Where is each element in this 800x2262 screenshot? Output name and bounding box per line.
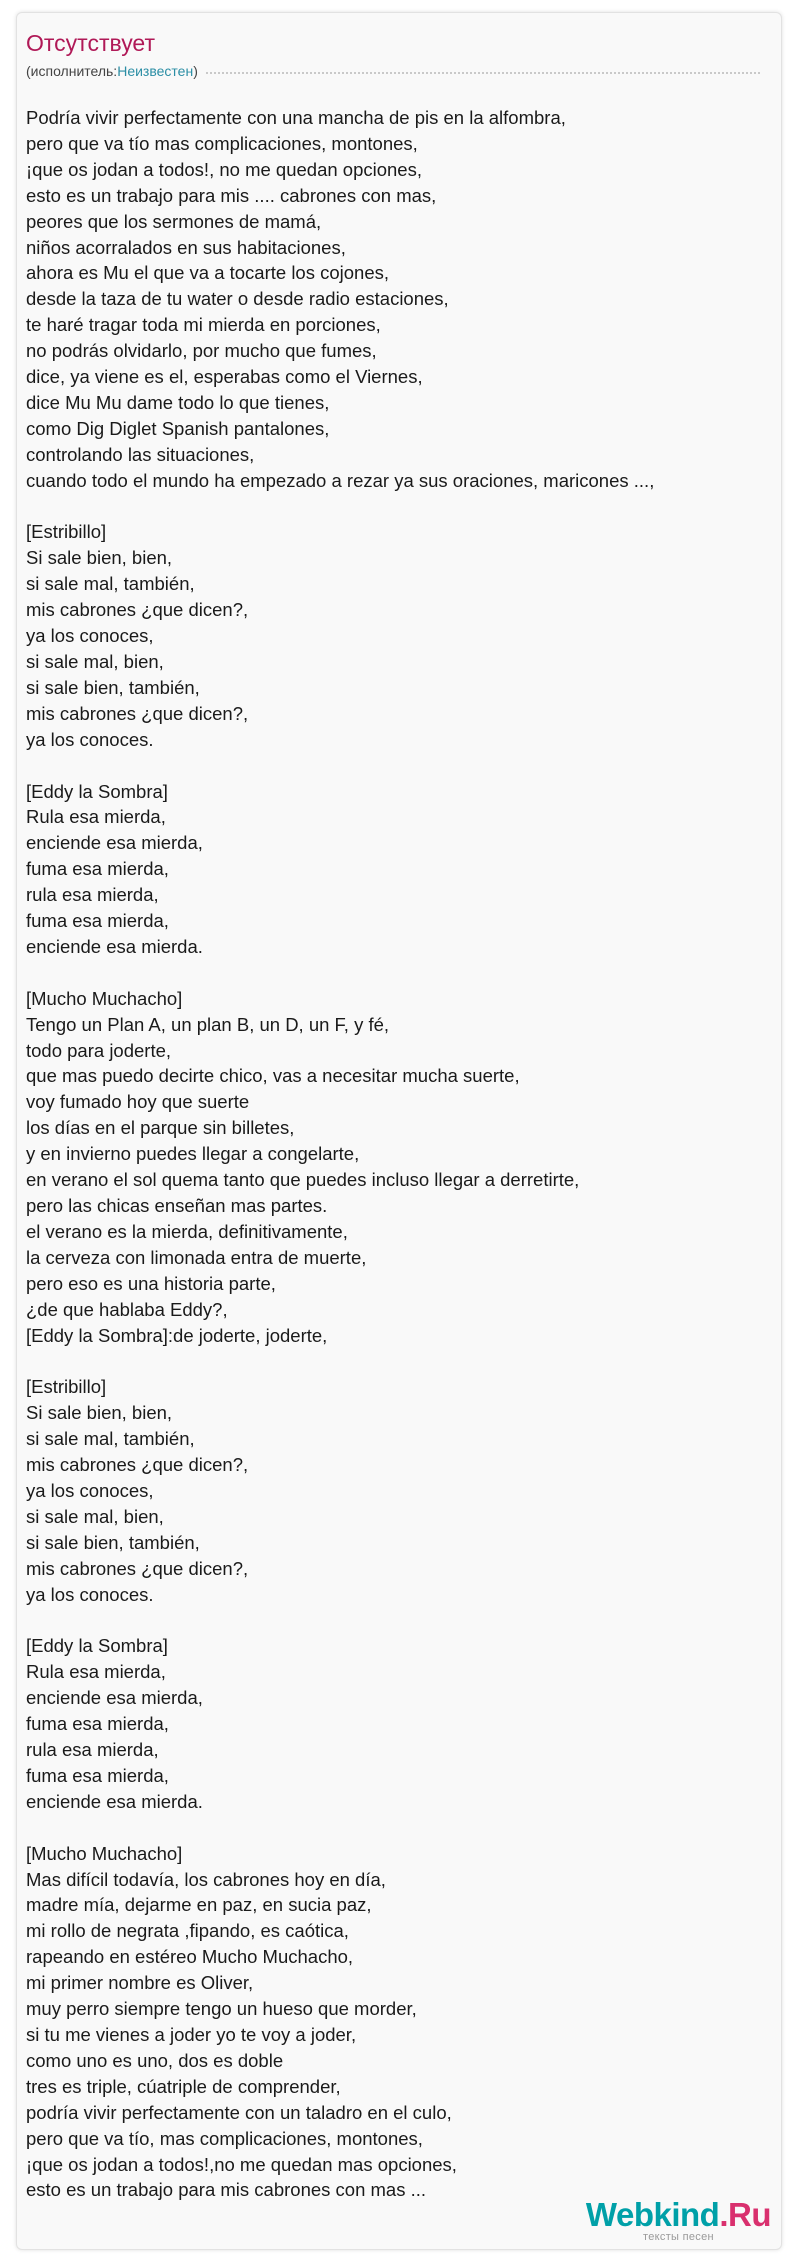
lyric-line: si sale bien, también, [26, 1531, 200, 1553]
lyric-line: como uno es uno, dos es doble [26, 2049, 284, 2071]
logo-tld: .Ru [719, 2196, 771, 2233]
lyric-line: mi primer nombre es Oliver, [26, 1972, 254, 1994]
logo-tagline: тексты песен [643, 2231, 714, 2243]
lyric-line: ya los conoces. [26, 1583, 154, 1605]
lyric-line: como Dig Diglet Spanish pantalones, [26, 417, 330, 439]
lyric-line: y en invierno puedes llegar a congelarte, [26, 1143, 360, 1165]
lyric-line: esto es un trabajo para mis cabrones con mas ... [26, 2179, 427, 2201]
lyric-line: madre mía, dejarme en paz, en sucia paz, [26, 1894, 372, 1916]
lyric-line: ya los conoces, [26, 625, 154, 647]
artist-line [26, 61, 760, 81]
lyric-line: peores que los sermones de mamá, [26, 210, 322, 232]
lyric-line: te haré tragar toda mi mierda en porciones, [26, 314, 381, 336]
lyric-line: tres es triple, cúatriple de comprender, [26, 2075, 341, 2097]
lyric-line: pero que va tío mas complicaciones, montones, [26, 132, 418, 154]
lyric-line: Si sale bien, bien, [26, 547, 173, 569]
lyric-line: si tu me vienes a joder yo te voy a joder, [26, 2023, 357, 2045]
lyric-line: [Mucho Muchacho] [26, 987, 183, 1009]
lyrics-stanza [26, 1633, 766, 1814]
lyric-line: ya los conoces. [26, 728, 154, 750]
lyric-line: mis cabrones ¿que dicen?, [26, 1557, 249, 1579]
lyrics-stanza [26, 519, 766, 752]
lyric-line: ¡que os jodan a todos!,no me quedan mas opciones, [26, 2153, 457, 2175]
lyric-line: todo para joderte, [26, 1039, 172, 1061]
lyric-line: no podrás olvidarlo, por mucho que fumes, [26, 340, 377, 362]
lyric-line: ¡que os jodan a todos!, no me quedan opciones, [26, 158, 422, 180]
lyric-line: rapeando en estéreo Mucho Muchacho, [26, 1946, 354, 1968]
lyric-line: niños acorralados en sus habitaciones, [26, 236, 346, 258]
lyrics-stanza [26, 986, 766, 1349]
lyric-line: [Eddy la Sombra] [26, 1635, 168, 1657]
lyric-line: controlando las situaciones, [26, 443, 255, 465]
lyric-line: enciende esa mierda. [26, 935, 203, 957]
lyrics-stanza [26, 779, 766, 960]
lyric-line: mis cabrones ¿que dicen?, [26, 702, 249, 724]
lyric-line: la cerveza con limonada entra de muerte, [26, 1246, 367, 1268]
lyric-line: enciende esa mierda. [26, 1790, 203, 1812]
lyric-line: fuma esa mierda, [26, 1764, 169, 1786]
lyric-line: si sale bien, también, [26, 676, 200, 698]
lyric-line: voy fumado hoy que suerte [26, 1091, 250, 1113]
lyrics-stanza [26, 1374, 766, 1607]
lyric-line: [Mucho Muchacho] [26, 1842, 183, 1864]
lyric-line: [Eddy la Sombra]:de joderte, joderte, [26, 1324, 328, 1346]
artist-prefix: (исполнитель: [26, 63, 118, 79]
lyric-line: [Estribillo] [26, 1376, 107, 1398]
lyric-line: ya los conoces, [26, 1479, 154, 1501]
lyric-line: fuma esa mierda, [26, 1713, 169, 1735]
lyric-line: enciende esa mierda, [26, 1687, 203, 1709]
lyrics-stanza [26, 105, 766, 494]
lyric-line: pero que va tío, mas complicaciones, montones, [26, 2127, 423, 2149]
lyric-line: Podría vivir perfectamente con una mancha de pis en la alfombra, [26, 107, 566, 128]
lyric-line: desde la taza de tu water o desde radio estaciones, [26, 288, 449, 310]
lyric-line: mi rollo de negrata ,fipando, es caótica, [26, 1920, 349, 1942]
lyric-line: fuma esa mierda, [26, 858, 169, 880]
lyric-line: Si sale bien, bien, [26, 1402, 173, 1424]
lyric-line: muy perro siempre tengo un hueso que morder, [26, 1998, 417, 2020]
lyric-line: Mas difícil todavía, los cabrones hoy en día, [26, 1868, 386, 1890]
lyrics-body [26, 105, 766, 2229]
lyric-line: [Eddy la Sombra] [26, 780, 168, 802]
lyric-line: si sale mal, bien, [26, 1505, 164, 1527]
lyric-line: el verano es la mierda, definitivamente, [26, 1220, 348, 1242]
lyric-line: pero eso es una historia parte, [26, 1272, 276, 1294]
lyric-line: enciende esa mierda, [26, 832, 203, 854]
lyric-line: Rula esa mierda, [26, 1661, 166, 1683]
song-title: Отсутствует [26, 30, 155, 56]
lyric-line: ¿de que hablaba Eddy?, [26, 1298, 228, 1320]
lyrics-stanza [26, 1841, 766, 2204]
lyric-line: dice, ya viene es el, esperabas como el Viernes, [26, 366, 423, 388]
lyric-line: Rula esa mierda, [26, 806, 166, 828]
webkind-logo[interactable] [586, 2198, 771, 2243]
lyric-line: si sale mal, también, [26, 1428, 195, 1450]
artist-link[interactable]: Неизвестен [117, 63, 194, 79]
lyric-line: podría vivir perfectamente con un taladro en el culo, [26, 2101, 452, 2123]
lyric-line: Tengo un Plan A, un plan B, un D, un F, y fé, [26, 1013, 390, 1035]
dotted-divider [206, 72, 760, 74]
lyric-line: esto es un trabajo para mis .... cabrones con mas, [26, 184, 437, 206]
lyric-line: rula esa mierda, [26, 1739, 159, 1761]
artist-suffix: ) [193, 63, 198, 79]
lyric-line: dice Mu Mu dame todo lo que tienes, [26, 391, 330, 413]
lyric-line: pero las chicas enseñan mas partes. [26, 1195, 328, 1217]
lyric-line: [Estribillo] [26, 521, 107, 543]
lyric-line: rula esa mierda, [26, 884, 159, 906]
lyric-line: ahora es Mu el que va a tocarte los cojones, [26, 262, 390, 284]
lyric-line: fuma esa mierda, [26, 910, 169, 932]
lyric-line: en verano el sol quema tanto que puedes incluso llegar a derretirte, [26, 1169, 580, 1191]
lyric-line: que mas puedo decirte chico, vas a necesitar mucha suerte, [26, 1065, 520, 1087]
lyric-line: si sale mal, bien, [26, 651, 164, 673]
lyric-line: los días en el parque sin billetes, [26, 1117, 295, 1139]
lyric-line: si sale mal, también, [26, 573, 195, 595]
logo-wordmark: Webkind [585, 2196, 720, 2233]
lyric-line: mis cabrones ¿que dicen?, [26, 599, 249, 621]
lyric-line: mis cabrones ¿que dicen?, [26, 1454, 249, 1476]
lyric-line: cuando todo el mundo ha empezado a rezar ya sus oraciones, maricones ..., [26, 469, 655, 491]
